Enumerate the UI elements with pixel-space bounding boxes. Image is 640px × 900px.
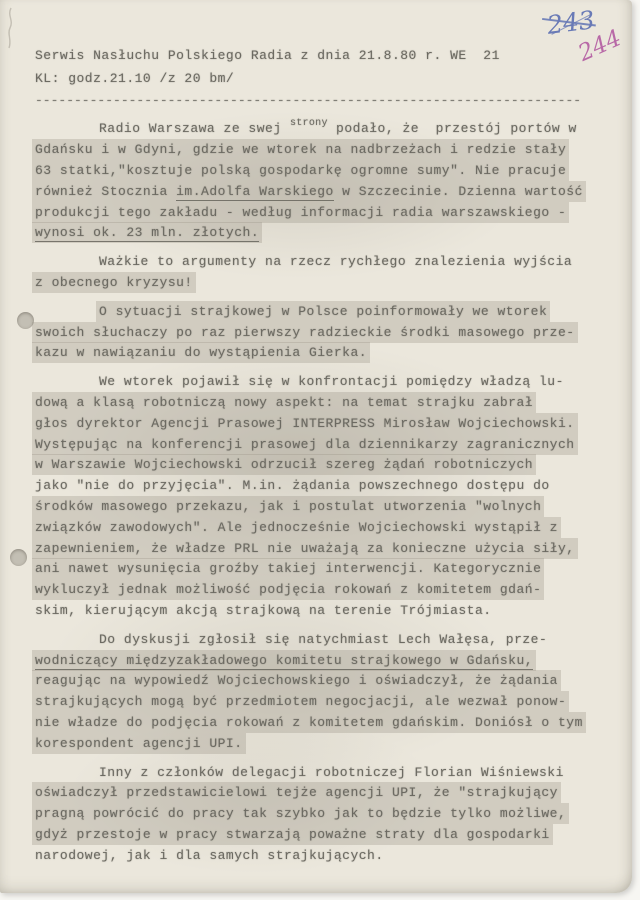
handwritten-page-number: 244 xyxy=(574,25,626,67)
text-line: ani nawet wysunięcia groźby takiej interwencji. Kategorycznie xyxy=(35,561,542,577)
text-line: We wtorek pojawił się w konfrontacji pomiędzy władzą lu- xyxy=(99,374,564,390)
paragraph xyxy=(35,302,605,364)
text-line: w Warszawie Wojciechowski odrzucił szereg żądań robotniczych xyxy=(35,457,534,473)
text-line: gdyż przestoje w pracy stwarzają poważne straty dla gospodarki xyxy=(35,826,550,842)
hole-punch-bottom xyxy=(10,549,27,566)
paragraph xyxy=(35,630,605,755)
text-line: Radio Warszawa ze swej $^{strony}$ podało, że przestój portów w xyxy=(99,118,577,137)
paragraph xyxy=(35,119,605,244)
text-line: kazu w nawiązaniu do wystąpienia Gierka. xyxy=(35,345,368,361)
pencil-mark xyxy=(3,6,19,50)
text-line: korespondent agencji UPI. xyxy=(35,735,243,751)
header-line-2: KL: godz.21.10 /z 20 bm/ xyxy=(35,70,235,86)
underlined-text: im.Adolfa Warskiego xyxy=(176,183,334,199)
text-line: wykluczył jednak możliwość podjęcia rokowań z komitetem gdań- xyxy=(35,582,542,598)
text-line: O sytuacji strajkowej w Polsce poinformowały we wtorek xyxy=(99,303,548,319)
text-line: produkcji tego zakładu - według informacji radia warszawskiego - xyxy=(35,204,567,220)
text-line: skim, kierującym akcją strajkową na terenie Trójmiasta. xyxy=(35,602,492,618)
text-line: strajkujących mogą być przedmiotem negocjacji, ale wezwał ponow- xyxy=(35,694,567,710)
header-line-1: Serwis Nasłuchu Polskiego Radia z dnia 21.8.80 r. WE 21 xyxy=(35,48,500,63)
text-line: Gdańsku i w Gdyni, gdzie we wtorek na nadbrzeżach i redzie stały xyxy=(35,142,567,158)
underlined-text: wodniczący międzyzakładowego komitetu strajkowego w Gdańsku, xyxy=(35,652,534,668)
text-line: Ważkie to argumenty na rzecz rychłego znalezienia wyjścia xyxy=(99,254,573,270)
text-line: dową a klasą robotniczą nowy aspekt: na temat strajku zabrał xyxy=(35,394,534,410)
text-line xyxy=(35,651,605,672)
text-line: pragną powrócić do pracy tak szybko jak to będzie tylko możliwe, xyxy=(35,806,567,822)
text-line: Występując na konferencji prasowej dla dziennikarzy zagranicznych xyxy=(35,436,575,452)
typed-separator: ---------------------------------------------------------------------- xyxy=(35,92,582,108)
typed-text xyxy=(35,46,605,866)
text-line: nie władze do podjęcia rokowań z komitetem gdańskim. Doniósł o tym xyxy=(35,714,583,730)
text-line: środków masowego przekazu, jak i postulat utworzenia "wolnych xyxy=(35,498,542,514)
text-line: Inny z członków delegacji robotniczej Florian Wiśniewski xyxy=(99,764,564,780)
text-line: oświadczył przedstawicielowi tejże agencji UPI, że "strajkujący xyxy=(35,785,558,801)
document-body xyxy=(35,119,605,866)
handwritten-number-crossed: 243 xyxy=(545,5,597,40)
text-line xyxy=(35,223,605,244)
text-line: Do dyskusji zgłosił się natychmiast Lech Wałęsa, prze- xyxy=(99,631,548,647)
inserted-word: strony xyxy=(289,118,328,130)
text-line: również Stocznia im.Adolfa Warskiego w Szczecinie. Dzienna wartość xyxy=(35,183,583,199)
text-line: reagując na wypowiedź Wojciechowskiego i oświadczył, że żądania xyxy=(35,673,558,689)
text-line: głos dyrektor Agencji Prasowej INTERPRESS Mirosław Wojciechowski. xyxy=(35,415,575,431)
underlined-text: wynosi ok. 23 mln. złotych. xyxy=(35,225,260,241)
text-line: narodowej, jak i dla samych strajkujących. xyxy=(35,847,384,863)
text-line: związków zawodowych". Ale jednocześnie Wojciechowski wystąpił z xyxy=(35,519,558,535)
paragraph xyxy=(35,763,605,867)
text-line: 63 statki,"kosztuje polską gospodarkę ogromne sumy". Nie pracuje xyxy=(35,162,567,178)
text-line: jako "nie do przyjęcia". M.in. żądania powszechnego dostępu do xyxy=(35,478,550,494)
text-line: swoich słuchaczy po raz pierwszy radzieckie środki masowego prze- xyxy=(35,324,575,340)
text-line: z obecnego kryzysu! xyxy=(35,274,193,290)
paragraph xyxy=(35,252,605,294)
text-line: zapewnieniem, że władze PRL nie uważają za konieczne użycia siły, xyxy=(35,540,575,556)
paragraph xyxy=(35,372,605,622)
hole-punch-top xyxy=(17,312,34,329)
